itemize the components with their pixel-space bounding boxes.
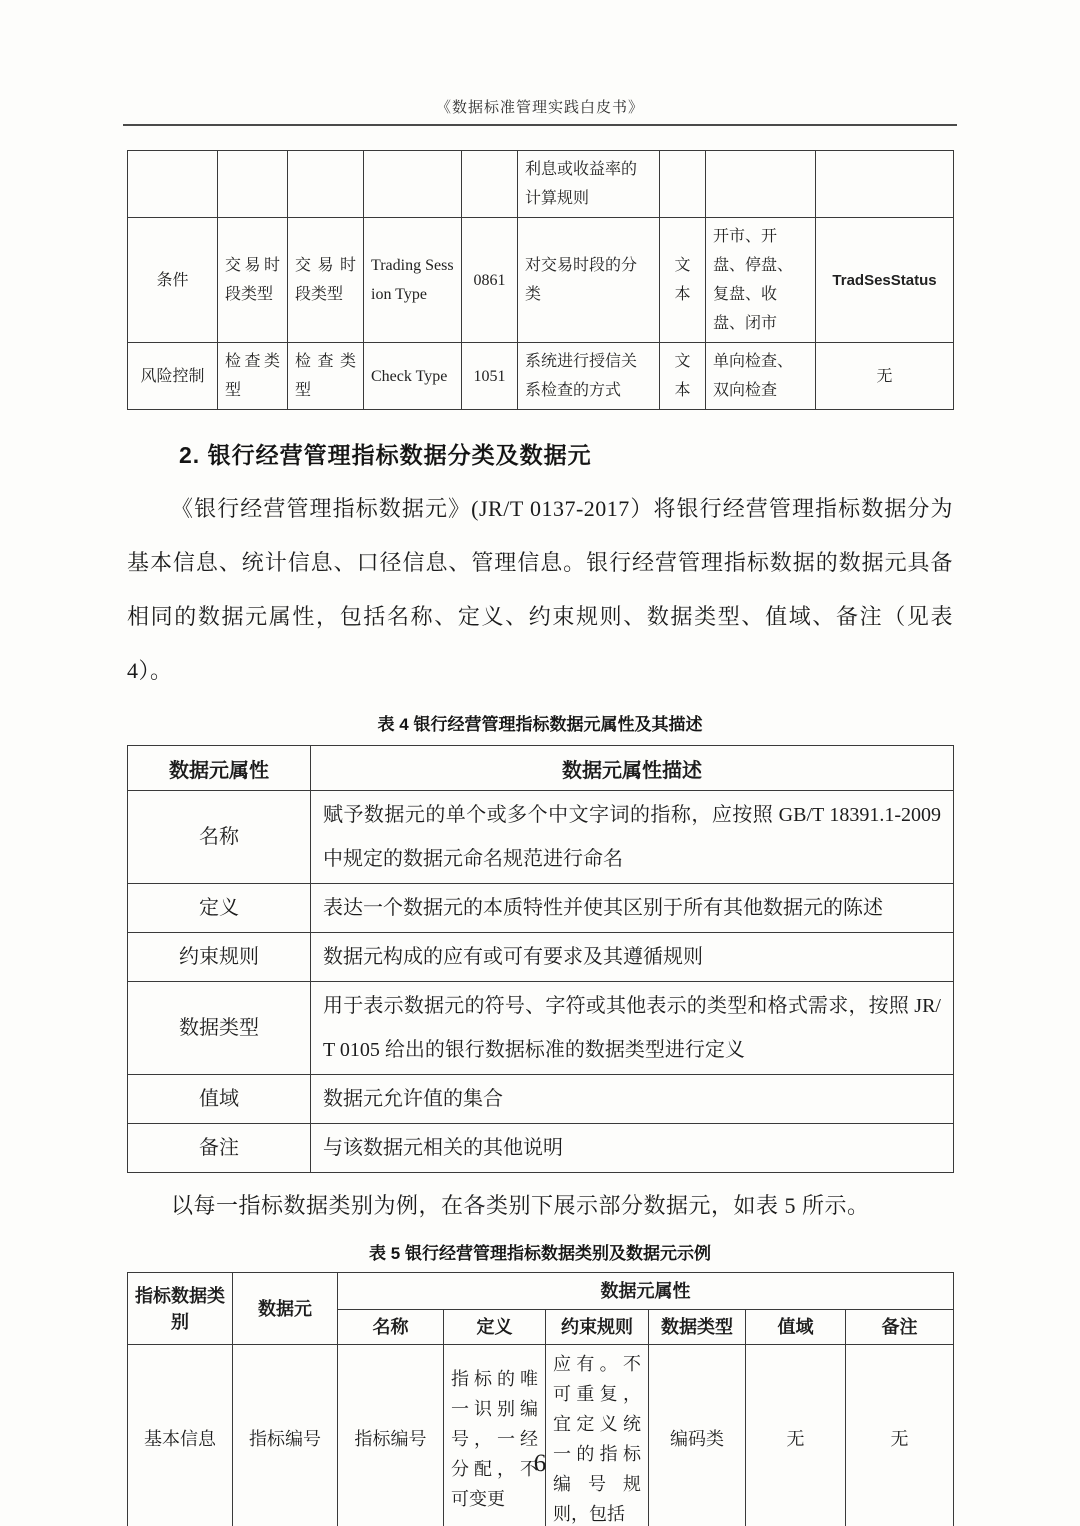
type-cn-cell: 交易时段类型 bbox=[288, 218, 364, 343]
table-header-row bbox=[128, 746, 954, 791]
attribute-cell: 名称 bbox=[128, 791, 311, 884]
column-header: 数据元 bbox=[233, 1273, 338, 1345]
empty-cell bbox=[128, 151, 218, 218]
data-element-attributes-table bbox=[127, 745, 954, 1173]
element-cell: 指标编号 bbox=[233, 1345, 338, 1526]
code-cell: 1051 bbox=[462, 343, 518, 410]
data-element-continuation-table bbox=[127, 150, 954, 410]
body-paragraph: 以每一指标数据类别为例，在各类别下展示部分数据元，如表 5 所示。 bbox=[171, 1193, 870, 1218]
page-content bbox=[127, 150, 953, 1526]
empty-cell bbox=[706, 151, 816, 218]
column-header: 指标数据类别 bbox=[128, 1273, 233, 1345]
description-cell: 与该数据元相关的其他说明 bbox=[311, 1124, 954, 1173]
attribute-cell: 定义 bbox=[128, 884, 311, 933]
name-cell: 指标编号 bbox=[338, 1345, 444, 1526]
table-row bbox=[128, 791, 954, 884]
definition-cell: 利息或收益率的计算规则 bbox=[518, 151, 660, 218]
attribute-cell: 值域 bbox=[128, 1075, 311, 1124]
column-group-header: 数据元属性 bbox=[338, 1273, 954, 1310]
table-row bbox=[128, 884, 954, 933]
category-cell: 风险控制 bbox=[128, 343, 218, 410]
name-en-cell: Check Type bbox=[364, 343, 462, 410]
definition-cell: 指标的唯一识别编号，一经分配，不可变更 bbox=[444, 1345, 546, 1526]
column-header: 数据元属性 bbox=[128, 746, 311, 791]
domain-cell: 无 bbox=[746, 1345, 846, 1526]
column-header: 备注 bbox=[846, 1310, 954, 1345]
table-row bbox=[128, 218, 954, 343]
code-cell: 0861 bbox=[462, 218, 518, 343]
section-heading: 2. 银行经营管理指标数据分类及数据元 bbox=[179, 442, 592, 468]
rule-cell: 应有。不可重复，宜定义统一的指标编号规则，包括 bbox=[546, 1345, 649, 1526]
description-cell: 用于表示数据元的符号、字符或其他表示的类型和格式需求，按照 JR/T 0105 给出的银行数据标准的数据类型进行定义 bbox=[311, 982, 954, 1075]
category-cell: 条件 bbox=[128, 218, 218, 343]
table4-caption: 表 4 银行经营管理指标数据元属性及其描述 bbox=[377, 715, 703, 734]
table-header-row bbox=[128, 1273, 954, 1310]
name-en-cell: Trading Session Type bbox=[364, 218, 462, 343]
type-cn-cell: 检查类型 bbox=[288, 343, 364, 410]
header-rule bbox=[123, 124, 957, 126]
data-type-cell: 文本 bbox=[660, 343, 706, 410]
indicator-category-example-table bbox=[127, 1272, 954, 1526]
table5-caption: 表 5 银行经营管理指标数据类别及数据元示例 bbox=[369, 1244, 711, 1263]
table-row bbox=[128, 933, 954, 982]
body-paragraph: 《银行经营管理指标数据元》(JR/T 0137-2017）将银行经营管理指标数据分为基本信息、统计信息、口径信息、管理信息。银行经营管理指标数据的数据元具备相同的数据元属性，包括名称、定义、约束规则、数据类型、值域、备注（见表 4）。 bbox=[127, 496, 953, 683]
remark-cell: 无 bbox=[846, 1345, 954, 1526]
column-header: 名称 bbox=[338, 1310, 444, 1345]
description-cell: 数据元允许值的集合 bbox=[311, 1075, 954, 1124]
values-cell: 单向检查、双向检查 bbox=[706, 343, 816, 410]
category-cell: 基本信息 bbox=[128, 1345, 233, 1526]
page-number: 6 bbox=[533, 1450, 547, 1477]
empty-cell bbox=[816, 151, 954, 218]
remark-cell: TradSesStatus bbox=[816, 218, 954, 343]
attribute-cell: 数据类型 bbox=[128, 982, 311, 1075]
attribute-cell: 约束规则 bbox=[128, 933, 311, 982]
empty-cell bbox=[364, 151, 462, 218]
table-row bbox=[128, 1345, 954, 1526]
empty-cell bbox=[462, 151, 518, 218]
data-type-cell: 文本 bbox=[660, 218, 706, 343]
description-cell: 赋予数据元的单个或多个中文字词的指称，应按照 GB/T 18391.1-2009 中规定的数据元命名规范进行命名 bbox=[311, 791, 954, 884]
table-row bbox=[128, 1075, 954, 1124]
column-header: 值域 bbox=[746, 1310, 846, 1345]
name-cn-cell: 检查类型 bbox=[218, 343, 288, 410]
table-row bbox=[128, 151, 954, 218]
table-row bbox=[128, 1124, 954, 1173]
definition-cell: 系统进行授信关系检查的方式 bbox=[518, 343, 660, 410]
table-row bbox=[128, 343, 954, 410]
empty-cell bbox=[660, 151, 706, 218]
description-cell: 表达一个数据元的本质特性并使其区别于所有其他数据元的陈述 bbox=[311, 884, 954, 933]
page-header bbox=[0, 0, 1080, 126]
remark-cell: 无 bbox=[816, 343, 954, 410]
description-cell: 数据元构成的应有或可有要求及其遵循规则 bbox=[311, 933, 954, 982]
name-cn-cell: 交易时段类型 bbox=[218, 218, 288, 343]
data-type-cell: 编码类 bbox=[649, 1345, 746, 1526]
empty-cell bbox=[218, 151, 288, 218]
attribute-cell: 备注 bbox=[128, 1124, 311, 1173]
column-header: 定义 bbox=[444, 1310, 546, 1345]
column-header: 约束规则 bbox=[546, 1310, 649, 1345]
values-cell: 开市、开盘、停盘、复盘、收盘、闭市 bbox=[706, 218, 816, 343]
header-title: 《数据标准管理实践白皮书》 bbox=[435, 100, 644, 116]
column-header: 数据类型 bbox=[649, 1310, 746, 1345]
table-row bbox=[128, 982, 954, 1075]
empty-cell bbox=[288, 151, 364, 218]
definition-cell: 对交易时段的分类 bbox=[518, 218, 660, 343]
column-header: 数据元属性描述 bbox=[311, 746, 954, 791]
